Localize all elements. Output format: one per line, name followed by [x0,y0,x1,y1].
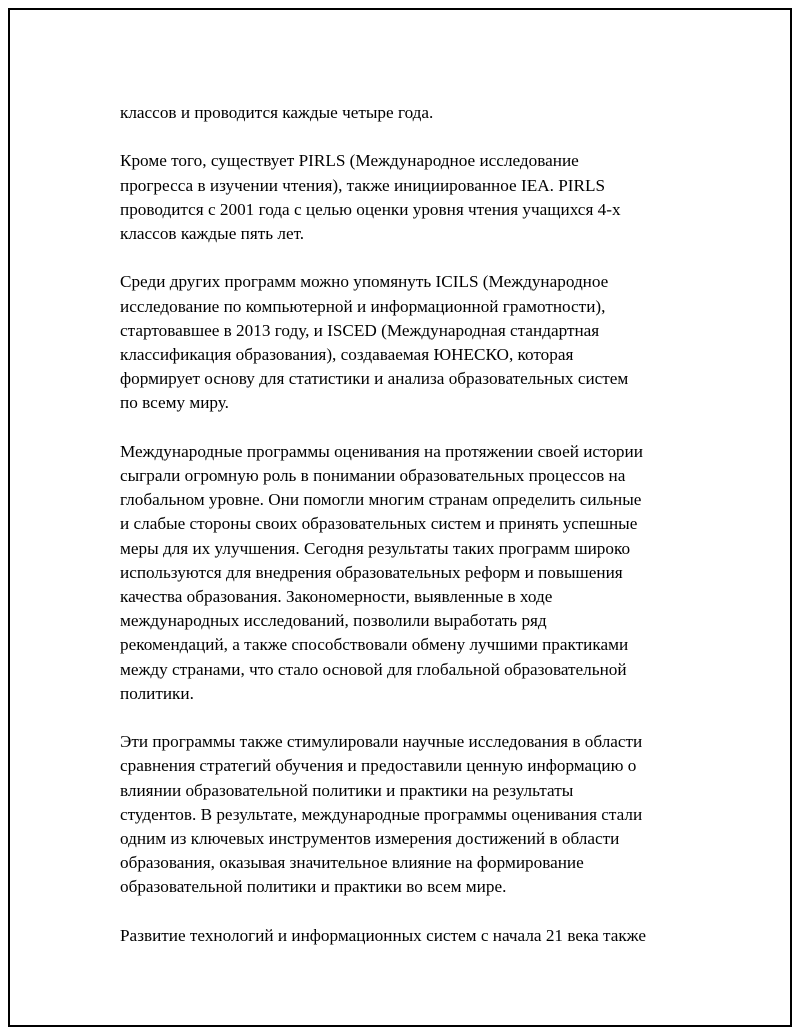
text-line: образовательной политики и практики во всем мире. [120,877,507,897]
text-line: классификация образования), создаваемая ЮНЕСКО, которая [120,345,574,364]
text-line: между странами, что стало основой для глобальной образовательной [120,659,627,679]
text-line: международных исследований, позволили выработать ряд [120,611,547,631]
paragraph [120,101,705,125]
text-line: проводится с 2001 года с целью оценки уровня чтения учащихся 4-х [120,199,621,219]
text-line: Международные программы оценивания на протяжении своей истории [120,441,643,461]
text-line: влиянии образовательной политики и практики на результаты [120,780,574,800]
paragraph [120,149,705,246]
text-line: сыграли огромную роль в понимании образовательных процессов на [120,466,626,485]
paragraph [120,270,705,415]
text-line: прогресса в изучении чтения), также инициированное IEA. PIRLS [120,175,606,195]
text-line: Развитие технологий и информационных систем с начала 21 века также [120,925,646,945]
paragraph [120,440,705,706]
text-line: политики. [120,683,194,703]
text-line: классов каждые пять лет. [120,224,305,243]
text-line: глобальном уровне. Они помогли многим странам определить сильные [120,490,642,510]
text-line: используются для внедрения образовательных реформ и повышения [120,562,623,582]
text-line: исследование по компьютерной и информационной грамотности), [120,296,606,316]
paragraph [120,924,705,948]
text-line: Кроме того, существует PIRLS (Международное исследование [120,151,579,171]
text-line: образования, оказывая значительное влияние на формирование [120,853,584,873]
text-line: формирует основу для статистики и анализа образовательных систем [120,369,629,389]
text-line: Эти программы также стимулировали научные исследования в области [120,732,643,752]
text-line: по всему миру. [120,393,229,413]
text-line: стартовавшее в 2013 году, и ISCED (Международная стандартная [120,320,600,340]
document-body [120,101,705,972]
text-line: классов и проводится каждые четыре года. [120,103,434,122]
text-line: качества образования. Закономерности, выявленные в ходе [120,587,553,607]
text-line: студентов. В результате, международные программы оценивания стали [120,804,643,824]
text-line: сравнения стратегий обучения и предоставили ценную информацию о [120,756,637,776]
text-line: рекомендаций, а также способствовали обмену лучшими практиками [120,635,629,655]
page-frame [8,8,792,1027]
text-line: и слабые стороны своих образовательных систем и принять успешные [120,514,638,534]
paragraph [120,730,705,899]
text-line: Среди других программ можно упомянуть ICILS (Международное [120,272,609,292]
text-line: одним из ключевых инструментов измерения достижений в области [120,829,620,849]
text-line: меры для их улучшения. Сегодня результаты таких программ широко [120,538,631,558]
